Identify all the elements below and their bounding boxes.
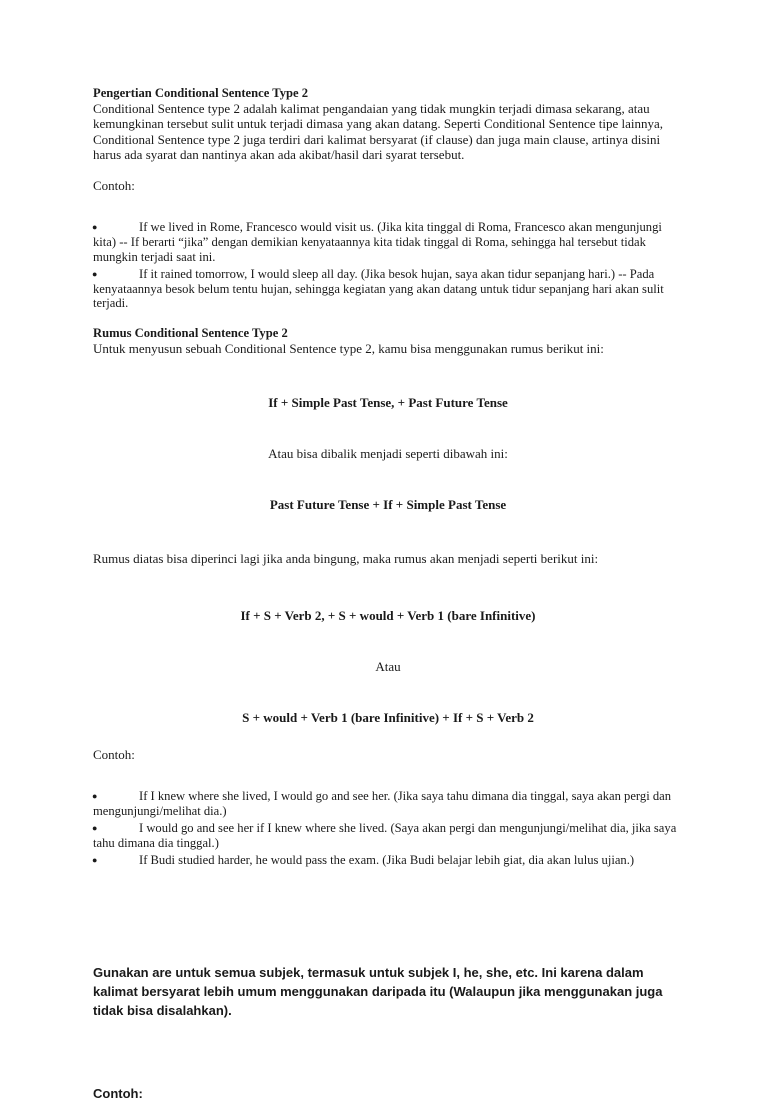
note-paragraph: Gunakan are untuk semua subjek, termasuk untuk subjek I, he, she, etc. Ini karena dalam kalimat bersyarat lebih umum menggunakan daripada itu (Walaupun jika menggunakan juga tidak bisa disalahkan).: [93, 964, 663, 1018]
formula-4: S + would + Verb 1 (bare Infinitive) + If + S + Verb 2: [242, 709, 534, 725]
bullet-icon: ●: [92, 823, 98, 834]
contoh-label: Contoh:: [93, 178, 135, 194]
formula-1: If + Simple Past Tense, + Past Future Tense: [268, 395, 508, 411]
contoh-label-2: Contoh:: [93, 746, 135, 762]
example-item: [93, 789, 683, 818]
formula-connector: Atau bisa dibalik menjadi seperti dibawah ini:: [268, 446, 508, 462]
paragraph-detail-intro: Rumus diatas bisa diperinci lagi jika anda bingung, maka rumus akan menjadi seperti berikut ini:: [93, 551, 599, 567]
example-item: [93, 853, 683, 868]
example-item: [93, 267, 683, 311]
paragraph-definition: Conditional Sentence type 2 adalah kalimat pengandaian yang tidak mungkin terjadi dimasa sekarang, atau kemungkinan tersebut sulit untuk terjadi dimasa yang akan datang. Seperti Conditional Sentence tipe lainnya, Conditional Sentence type 2 juga terdiri dari kalimat bersyarat (if clause) dan juga main clause, artinya disini harus ada syarat dan nantinya akan ada akibat/hasil dari syarat tersebut.: [93, 101, 664, 162]
formula-atau: Atau: [375, 658, 401, 674]
formula-2: Past Future Tense + If + Simple Past Tense: [269, 497, 507, 513]
bullet-icon: ●: [92, 269, 98, 280]
example-text: If we lived in Rome, Francesco would visit us. (Jika kita tinggal di Roma, Francesco akan mengunjungi kita) -- If berarti “jika” dengan demikian kenyataannya kita tidak tinggal di Roma, sehingga hal tersebut tidak mungkin terjadi saat ini.: [93, 220, 662, 264]
bullet-icon: ●: [92, 855, 98, 866]
example-item: [93, 220, 683, 264]
paragraph-rumus-intro: Untuk menyusun sebuah Conditional Sentence type 2, kamu bisa menggunakan rumus berikut ini:: [93, 341, 604, 357]
example-text: I would go and see her if I knew where she lived. (Saya akan pergi dan mengunjungi/melihat dia, jika saya tahu dimana dia tinggal.): [93, 821, 677, 850]
example-item: [93, 821, 683, 850]
bullet-icon: ●: [92, 222, 98, 233]
section-heading-pengertian: Pengertian Conditional Sentence Type 2: [93, 86, 309, 100]
section-heading-rumus: Rumus Conditional Sentence Type 2: [93, 326, 288, 341]
document-page: [93, 86, 683, 1116]
contoh-label-3: Contoh:: [93, 1085, 143, 1101]
example-text: If Budi studied harder, he would pass the exam. (Jika Budi belajar lebih giat, dia akan lulus ujian.): [139, 853, 635, 868]
formula-3: If + S + Verb 2, + S + would + Verb 1 (bare Infinitive): [240, 607, 536, 623]
bullet-icon: ●: [92, 790, 98, 801]
example-text: If I knew where she lived, I would go and see her. (Jika saya tahu dimana dia tinggal, saya akan pergi dan mengunjungi/melihat dia.): [93, 788, 672, 818]
example-text: If it rained tomorrow, I would sleep all day. (Jika besok hujan, saya akan tidur sepanjang hari.) -- Pada kenyataannya besok belum tentu hujan, sehingga kegiatan yang akan datang untuk tidur sepanjang hari akan sulit terjadi.: [93, 267, 664, 311]
